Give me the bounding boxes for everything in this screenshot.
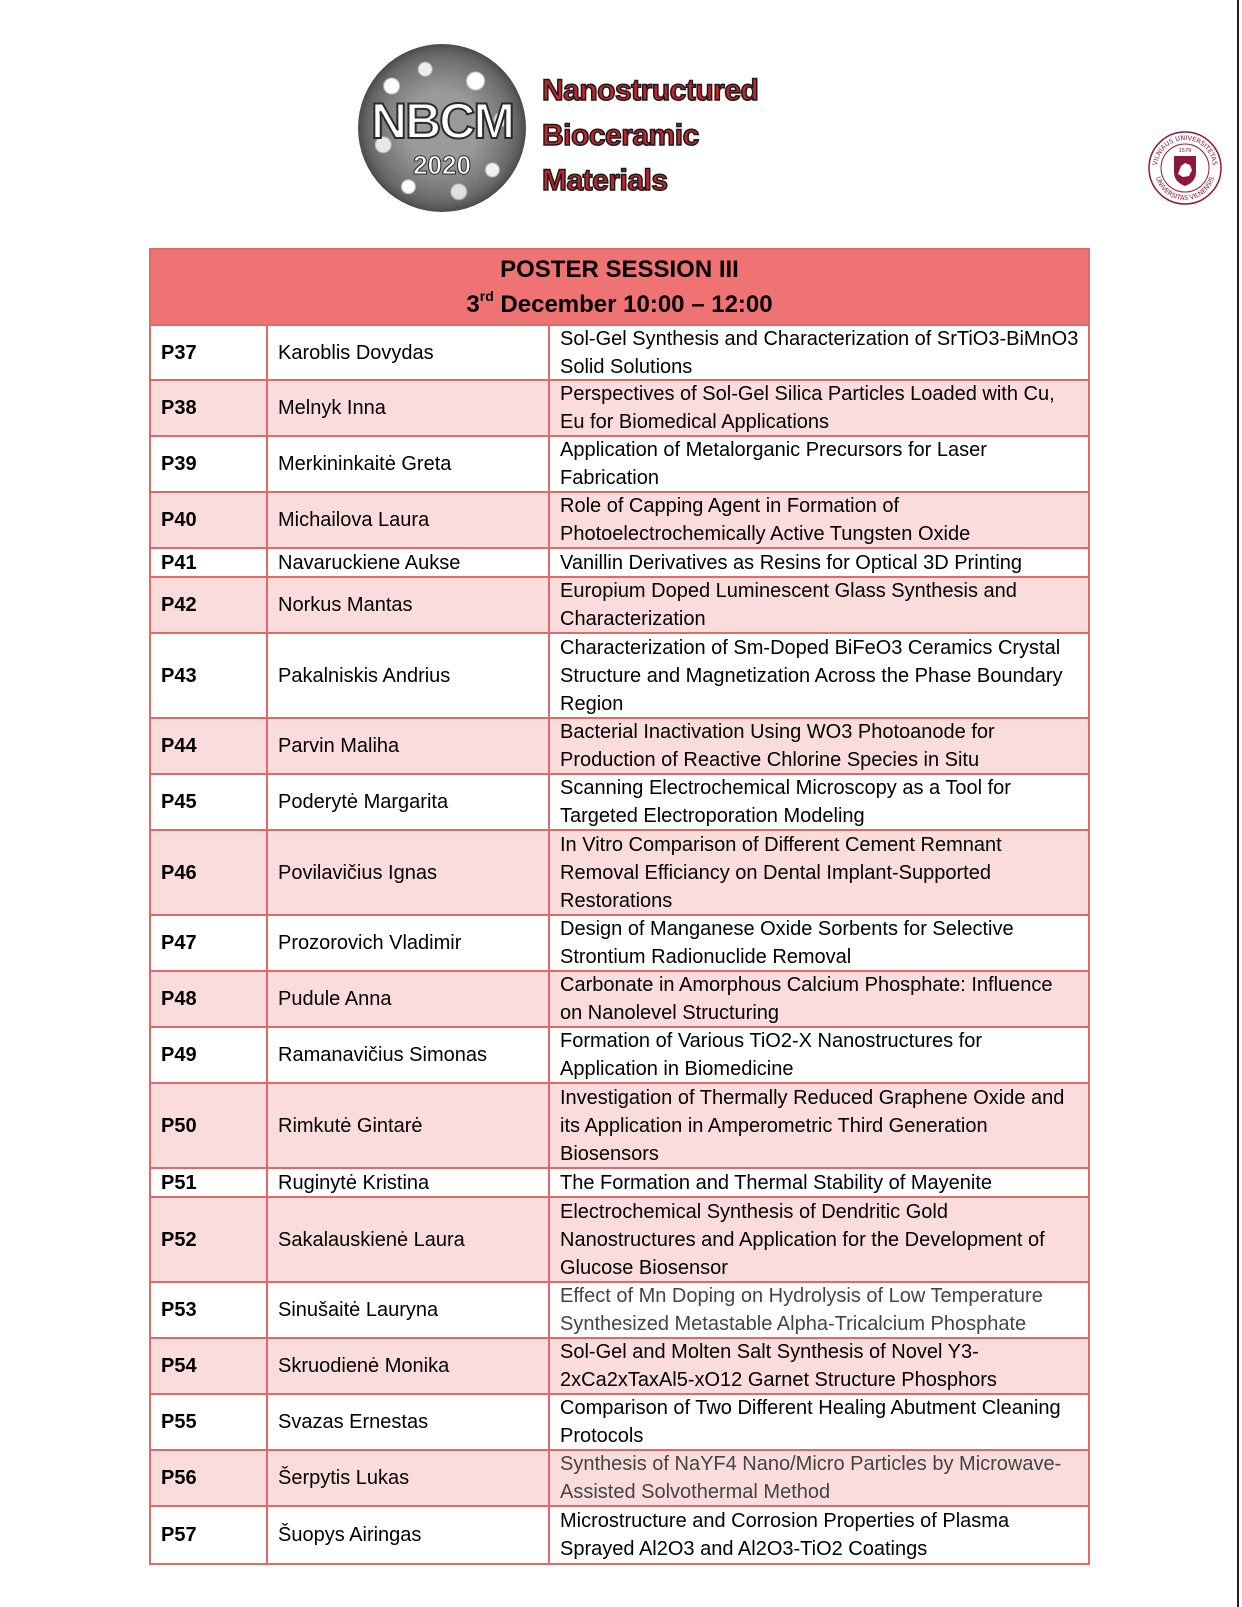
poster-id: P48 [151,972,268,1026]
presenter-name: Poderytė Margarita [268,775,550,829]
conference-title-line: Nanostructured [542,74,759,107]
presenter-name: Prozorovich Vladimir [268,916,550,970]
table-row [151,1198,1088,1283]
poster-id: P38 [151,381,268,435]
presenter-name: Skruodienė Monika [268,1339,550,1393]
poster-title: Microstructure and Corrosion Properties of Plasma Sprayed Al2O3 and Al2O3-TiO2 Coatings [560,1510,1010,1560]
presenter-name: Ruginytė Kristina [268,1169,550,1196]
poster-id: P43 [151,634,268,717]
poster-title: Carbonate in Amorphous Calcium Phosphate: Influence on Nanolevel Structuring [560,974,1053,1024]
presenter-name: Navaruckiene Aukse [268,549,550,576]
poster-title: Bacterial Inactivation Using WO3 Photoanode for Production of Reactive Chlorine Species in Situ [560,721,995,771]
table-row [151,972,1088,1028]
table-row [151,493,1088,549]
table-row [151,916,1088,972]
poster-title: Comparison of Two Different Healing Abutment Cleaning Protocols [560,1397,1061,1447]
session-title: POSTER SESSION III [500,256,739,283]
presenter-name: Rimkutė Gintarė [268,1084,550,1167]
poster-title: Electrochemical Synthesis of Dendritic Gold Nanostructures and Application for the Development of Glucose Biosensor [560,1200,1045,1279]
table-row [151,1028,1088,1084]
poster-session-table [149,248,1090,1565]
poster-title: Investigation of Thermally Reduced Graphene Oxide and its Application in Amperometric Third Generation Biosensors [560,1086,1065,1165]
poster-title: In Vitro Comparison of Different Cement Remnant Removal Efficiancy on Dental Implant-Supported Restorations [560,833,1002,912]
seal-year: 1579 [1178,148,1192,154]
poster-title: Role of Capping Agent in Formation of Photoelectrochemically Active Tungsten Oxide [560,495,971,545]
table-row [151,1451,1088,1507]
poster-title: Sol-Gel and Molten Salt Synthesis of Novel Y3-2xCa2xTaxAl5-xO12 Garnet Structure Phosphors [560,1341,997,1391]
poster-id: P56 [151,1451,268,1505]
nbcm-logo [358,44,526,212]
poster-title: Design of Manganese Oxide Sorbents for Selective Strontium Radionuclide Removal [560,918,1014,968]
presenter-name: Parvin Maliha [268,719,550,773]
presenter-name: Michailova Laura [268,493,550,547]
poster-title: Effect of Mn Doping on Hydrolysis of Low Temperature Synthesized Metastable Alpha-Tricalcium Phosphate [560,1285,1043,1335]
presenter-name: Ramanavičius Simonas [268,1028,550,1082]
table-row [151,1339,1088,1395]
poster-id: P46 [151,831,268,914]
poster-id: P52 [151,1198,268,1281]
logo-year: 2020 [413,150,471,180]
poster-title: Scanning Electrochemical Microscopy as a Tool for Targeted Electroporation Modeling [560,777,1011,827]
poster-title: Synthesis of NaYF4 Nano/Micro Particles by Microwave-Assisted Solvothermal Method [560,1453,1062,1503]
poster-title: Vanillin Derivatives as Resins for Optical 3D Printing [560,551,1023,574]
table-row [151,775,1088,831]
university-seal-icon [1147,130,1223,206]
logo-text: NBCM [371,93,513,149]
poster-id: P42 [151,578,268,632]
poster-title: Characterization of Sm-Doped BiFeO3 Ceramics Crystal Structure and Magnetization Across the Phase Boundary Region [560,636,1063,715]
poster-title: The Formation and Thermal Stability of Mayenite [560,1171,993,1194]
seal-bottom-text: UNIVERSITAS VILNENSIS [1153,175,1217,203]
presenter-name: Merkininkaitė Greta [268,437,550,491]
presenter-name: Svazas Ernestas [268,1395,550,1449]
poster-id: P49 [151,1028,268,1082]
poster-id: P50 [151,1084,268,1167]
table-row [151,437,1088,493]
presenter-name: Sakalauskienė Laura [268,1198,550,1281]
poster-title: Sol-Gel Synthesis and Characterization of SrTiO3-BiMnO3 Solid Solutions [560,327,1079,378]
poster-title: Formation of Various TiO2-X Nanostructures for Application in Biomedicine [560,1030,983,1080]
presenter-name: Pudule Anna [268,972,550,1026]
poster-id: P41 [151,549,268,576]
table-row [151,381,1088,437]
presenter-name: Karoblis Dovydas [268,326,550,379]
poster-id: P40 [151,493,268,547]
table-row [151,1507,1088,1563]
table-row [151,326,1088,381]
seal-top-text: VILNIAUS UNIVERSITETAS [1151,133,1219,166]
presenter-name: Sinušaitė Lauryna [268,1283,550,1337]
poster-id: P45 [151,775,268,829]
conference-title [542,68,758,203]
presenter-name: Povilavičius Ignas [268,831,550,914]
session-date: 3rd December 10:00 – 12:00 [466,288,773,318]
presenter-name: Pakalniskis Andrius [268,634,550,717]
poster-id: P37 [151,326,268,379]
presenter-name: Šerpytis Lukas [268,1451,550,1505]
poster-title: Perspectives of Sol-Gel Silica Particles Loaded with Cu, Eu for Biomedical Applications [560,383,1055,433]
session-header [151,250,1088,326]
presenter-name: Norkus Mantas [268,578,550,632]
table-row [151,634,1088,719]
poster-id: P57 [151,1507,268,1563]
poster-id: P44 [151,719,268,773]
poster-title: Application of Metalorganic Precursors for Laser Fabrication [560,439,987,489]
table-row [151,1395,1088,1451]
table-row [151,1084,1088,1169]
poster-id: P53 [151,1283,268,1337]
page-edge-line [1237,0,1239,1607]
poster-title: Europium Doped Luminescent Glass Synthesis and Characterization [560,580,1017,630]
table-row [151,578,1088,634]
table-row [151,1283,1088,1339]
table-row [151,719,1088,775]
table-row [151,831,1088,916]
poster-id: P54 [151,1339,268,1393]
table-row [151,549,1088,578]
presenter-name: Šuopys Airingas [268,1507,550,1563]
poster-id: P51 [151,1169,268,1196]
poster-id: P39 [151,437,268,491]
conference-title-line: Bioceramic [542,119,699,152]
poster-id: P47 [151,916,268,970]
table-row [151,1169,1088,1198]
conference-title-line: Materials [542,164,668,197]
poster-id: P55 [151,1395,268,1449]
presenter-name: Melnyk Inna [268,381,550,435]
